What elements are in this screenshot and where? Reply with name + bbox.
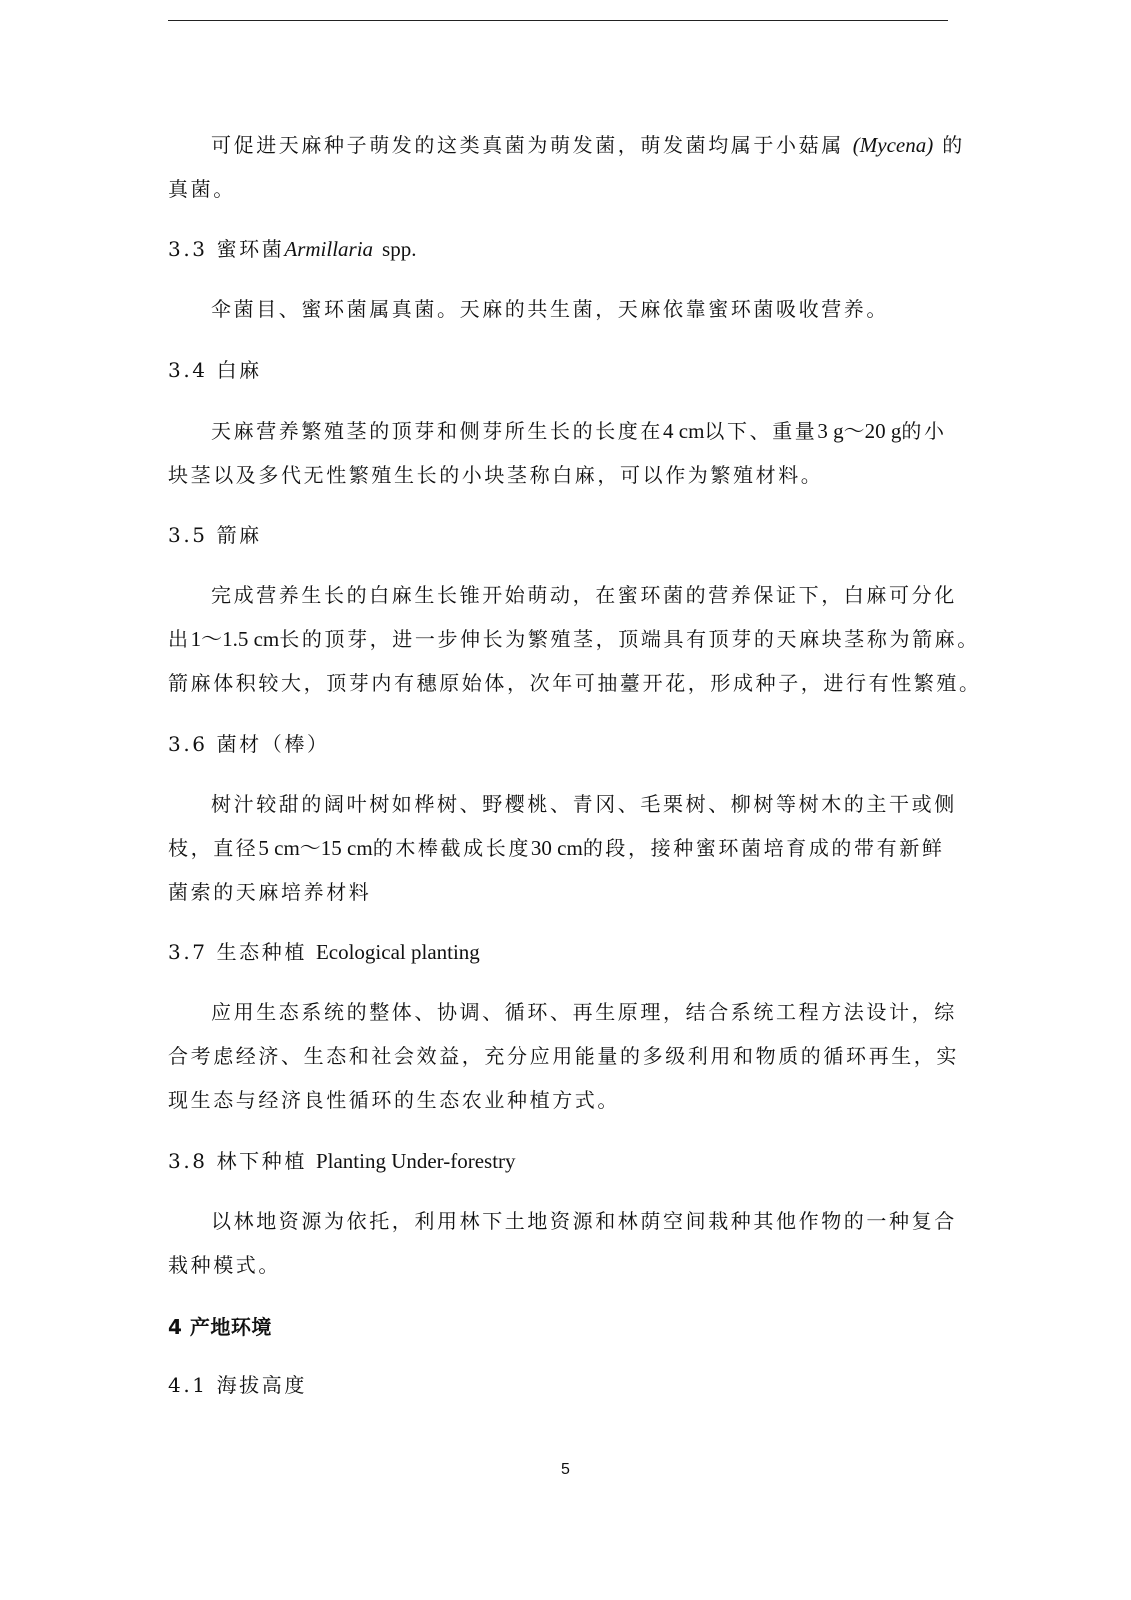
s36-latin-2: 30 cm <box>530 836 583 860</box>
s36-text-a: 枝，直径 <box>168 836 259 860</box>
s33-heading-spp: spp. <box>382 237 417 261</box>
section-3-6-heading: 3.6 菌材（棒） <box>168 732 330 756</box>
section-4-1-heading: 4.1 海拔高度 <box>168 1373 307 1397</box>
s36-line-3: 菌索的天麻培养材料 <box>168 880 372 904</box>
s38-heading-en: Planting Under-forestry <box>315 1149 516 1173</box>
s34-line-1 <box>211 418 947 444</box>
s33-body: 伞菌目、蜜环菌属真菌。天麻的共生菌，天麻依靠蜜环菌吸收营养。 <box>211 297 889 321</box>
s32-line-1 <box>211 132 965 158</box>
s37-heading-cn: 3.7 生态种植 <box>168 940 307 964</box>
section-3-5-heading: 3.5 箭麻 <box>168 523 262 547</box>
s37-heading-en: Ecological planting <box>315 940 480 964</box>
s32-text-a: 可促进天麻种子萌发的这类真菌为萌发菌，萌发菌均属于小菇属 <box>211 133 844 157</box>
s36-line-2 <box>168 835 944 861</box>
section-3-7-heading <box>168 939 480 965</box>
s34-latin-1: 4 cm <box>663 419 705 443</box>
s36-latin-1: 5 cm～15 cm <box>258 836 373 860</box>
s36-line-1: 树汁较甜的阔叶树如桦树、野樱桃、青冈、毛栗树、柳树等树木的主干或侧 <box>211 792 957 816</box>
header-rule <box>168 20 948 21</box>
s34-text-b: 以下、重量 <box>704 419 818 443</box>
s36-text-c: 的段，接种蜜环菌培育成的带有新鲜 <box>582 836 945 860</box>
s34-text-c: 的小 <box>901 419 947 443</box>
section-3-3-heading <box>168 236 416 262</box>
s38-line-2: 栽种模式。 <box>168 1253 281 1277</box>
section-4-heading: 4 产地环境 <box>168 1315 272 1339</box>
s34-text-a: 天麻营养繁殖茎的顶芽和侧芽所生长的长度在 <box>211 419 663 443</box>
s32-line-2: 真菌。 <box>168 177 236 201</box>
s37-line-2: 合考虑经济、生态和社会效益，充分应用能量的多级利用和物质的循环再生，实 <box>168 1044 959 1068</box>
s36-text-b: 的木棒截成长度 <box>372 836 531 860</box>
page-number: 5 <box>561 1461 570 1478</box>
s34-line-2: 块茎以及多代无性繁殖生长的小块茎称白麻，可以作为繁殖材料。 <box>168 463 824 487</box>
s38-heading-cn: 3.8 林下种植 <box>168 1149 307 1173</box>
s35-text-a: 出 <box>168 627 191 651</box>
s33-heading-num: 3.3 蜜环菌 <box>168 237 285 261</box>
s34-latin-2: 3 g～20 g <box>817 419 902 443</box>
s35-line-2 <box>168 626 980 652</box>
s37-line-1: 应用生态系统的整体、协调、循环、再生原理，结合系统工程方法设计，综 <box>211 1000 957 1024</box>
section-3-4-heading: 3.4 白麻 <box>168 358 262 382</box>
s32-text-b: 的 <box>942 133 965 157</box>
s35-line-3: 箭麻体积较大，顶芽内有穗原始体，次年可抽薹开花，形成种子，进行有性繁殖。 <box>168 671 982 695</box>
s33-heading-latin: Armillaria <box>284 237 374 261</box>
section-3-8-heading <box>168 1148 516 1174</box>
s37-line-3: 现生态与经济良性循环的生态农业种植方式。 <box>168 1088 620 1112</box>
s38-line-1: 以林地资源为依托，利用林下土地资源和林荫空间栽种其他作物的一种复合 <box>211 1209 957 1233</box>
s32-latin-mycena: (Mycena) <box>852 133 934 157</box>
s35-line-1: 完成营养生长的白麻生长锥开始萌动，在蜜环菌的营养保证下，白麻可分化 <box>211 583 957 607</box>
s35-text-b: 长的顶芽，进一步伸长为繁殖茎，顶端具有顶芽的天麻块茎称为箭麻。 <box>279 627 980 651</box>
s35-latin: 1～1.5 cm <box>190 627 280 651</box>
